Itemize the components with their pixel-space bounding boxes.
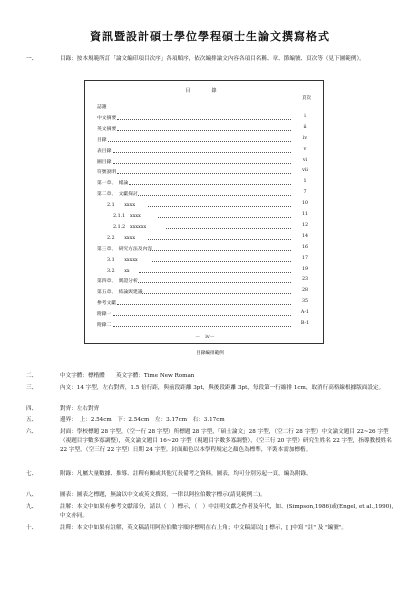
toc-leader-dots [117,168,291,174]
toc-leader-dots [138,277,291,283]
toc-row [85,125,325,133]
toc-leader-dots [113,310,291,316]
toc-page-number: 28 [301,288,309,294]
toc-row [85,201,325,209]
toc-row [85,288,325,296]
toc-entry-label: 中文摘要 [97,115,117,121]
toc-leader-dots [108,136,291,142]
toc-leader-dots [113,321,291,327]
toc-page-number: 1 [303,179,307,185]
toc-page-number: ii [303,124,307,130]
toc-entry-label: 第四章、 實證分析 [97,279,138,285]
item-text: 附錄：凡屬大量數據、推導、註釋有關或其他冗長備考之資料，圖表，均可分別另起一頁，編為附錄。 [60,471,312,477]
document-title: 資訊暨設計碩士學位學程碩士生論文撰寫格式 [90,30,330,43]
toc-page-number: vi [302,157,308,163]
item-text: 邊界： 上：2.54cm 下：2.54cm 左：3.17cm 右：3.17cm [60,417,225,423]
toc-row [85,277,325,285]
toc-row [85,267,325,275]
toc-entry-label: 第二章、 文獻探討 [97,192,138,198]
item-text: 封面：學校標題 28 字型，（空一行 28 字型）所標題 28 字型，「碩士論文」28 字型，（空二行 28 字型）中文論文題目 22~26 字型（視題目字數多寡調整），英文論文題目 16~20 字型（視題目字數多寡調整），（空三行 20 字型）研究生姓名 22 字型，指導教授姓名 22 字型，（空三行 22 字型）日期 24 字型。封面顏色以本學程規定之顏色為標準，平裝本需加標楷。 [60,429,392,453]
toc-row [85,190,325,198]
toc-page-number: 11 [301,212,309,217]
toc-leader-dots [117,125,291,131]
toc-page-number: vii [302,168,308,174]
item-number: 十、 [26,525,38,531]
item-number: 九、 [26,504,38,510]
figure-caption: 目錄編排範例 [196,351,224,356]
toc-leader-dots [117,114,291,120]
item-text: 圖表：圖表之標題，無論以中文或英文撰寫，一律以阿拉伯數字標示(請見範例二)。 [60,492,266,498]
toc-page-number: 16 [301,244,309,250]
toc-page-footer: － iv－ [195,334,215,340]
toc-entry-label: 附錄二 [97,323,112,328]
toc-leader-dots [150,245,291,251]
toc-page-number: 23 [301,277,309,283]
toc-entry-label: 2.1.1 xxxx [113,214,141,219]
toc-row [85,103,325,111]
item-number: 三、 [26,385,38,391]
toc-entry-label: 誌謝 [97,105,107,110]
toc-row [85,234,325,242]
toc-leader-dots [148,201,291,207]
toc-entry-label: 表目錄 [97,148,112,154]
item-text: 註釋：本文中如果有註解，英文稿請用阿拉伯數字順序標明在右上角；中文稿請以[ ] 標示，[ ]中寫 "註" 及 "編號"。 [60,525,348,531]
toc-row [85,223,325,231]
toc-entry-label: 參考文獻 [97,301,117,307]
toc-row [85,168,325,176]
toc-row [85,147,325,155]
toc-heading: 目 錄 [185,88,225,94]
toc-page-number: iv [302,135,308,141]
toc-row [85,114,325,122]
item-text: 目錄：按本規範所訂「論文編印項目次序」各項順序，依次編排論文內容各項目名稱、章、節編號、頁次等（見下圖範例）。 [60,56,365,62]
item-text: 對齊：左右對齊 [60,406,100,412]
item-text: 註解：本文中如果有參考文獻部分，請以（ ）標示，（ ）中註明文獻之作者及年代，如、(Simpson,1986)或(Engel, et al.,1990)，中文亦同。 [60,504,397,519]
toc-page-number: 10 [301,201,309,207]
toc-row [85,256,325,264]
toc-row [85,299,325,307]
item-text: 中文字體：標楷體 英文字體：Time New Roman [60,373,195,379]
toc-page-number: 14 [301,233,309,239]
toc-row [85,179,325,187]
toc-leader-dots [113,147,291,153]
toc-page-number: A-1 [300,310,310,316]
toc-sample-box [84,80,324,344]
toc-leader-dots [138,190,291,196]
toc-page-number: 17 [301,255,309,261]
toc-entry-label: 2.1 xxxx [107,203,136,209]
item-number: 六、 [26,429,38,435]
toc-entry-label: 符號說明 [97,170,117,176]
toc-row [85,136,325,144]
toc-row [85,310,325,318]
toc-page-number: 7 [303,190,307,196]
toc-leader-dots [166,223,291,229]
toc-entry-label: 3.2 xx [107,268,130,274]
toc-entry-label: 英文摘要 [97,126,117,132]
toc-page-number: v [303,146,307,152]
toc-leader-dots [142,288,291,294]
toc-entry-label: 目錄 [97,137,107,143]
toc-entry-label: 第一章、 緒論 [97,181,129,187]
toc-leader-dots [113,158,291,164]
toc-row [85,245,325,253]
toc-entry-label: 2.1.2 xxxxxx [113,224,147,230]
toc-row [85,158,325,166]
toc-page-number: 12 [301,222,309,228]
toc-entry-label: 圖目錄 [97,159,112,165]
item-number: 四、 [26,406,38,412]
item-text: 內文：14 字型，左右對齊，1.5 倍行距，與前段距離 3pt，與後段距離 3pt，每段第一行縮排 1cm，取消行高格線根據版面設定。 [60,385,385,391]
toc-leader-dots [139,267,291,273]
toc-row [85,212,325,220]
toc-leader-dots [152,256,291,262]
toc-leader-dots [129,179,291,185]
toc-page-number: 19 [301,266,309,272]
item-number: 一、 [26,56,38,62]
item-number: 五、 [26,417,38,423]
toc-entry-label: 第三章、 研究方法及內容 [97,246,153,252]
toc-page-number: i [304,113,306,119]
toc-entry-label: 第五章、 結論與建議 [97,290,143,296]
toc-leader-dots [117,299,291,305]
toc-page-number: 35 [301,299,309,305]
toc-page-label: 頁次 [302,96,311,101]
toc-leader-dots [158,212,291,218]
toc-entry-label: 3.1 xxxxx [107,257,138,263]
item-number: 八、 [26,492,38,498]
item-number: 七、 [26,471,38,477]
toc-row [85,321,325,329]
toc-leader-dots [148,234,291,240]
toc-page-number: B-1 [300,321,310,326]
toc-entry-label: 附錄一 [97,312,112,318]
item-number: 二、 [26,373,38,379]
toc-entry-label: 2.2 xxxx [107,235,136,241]
